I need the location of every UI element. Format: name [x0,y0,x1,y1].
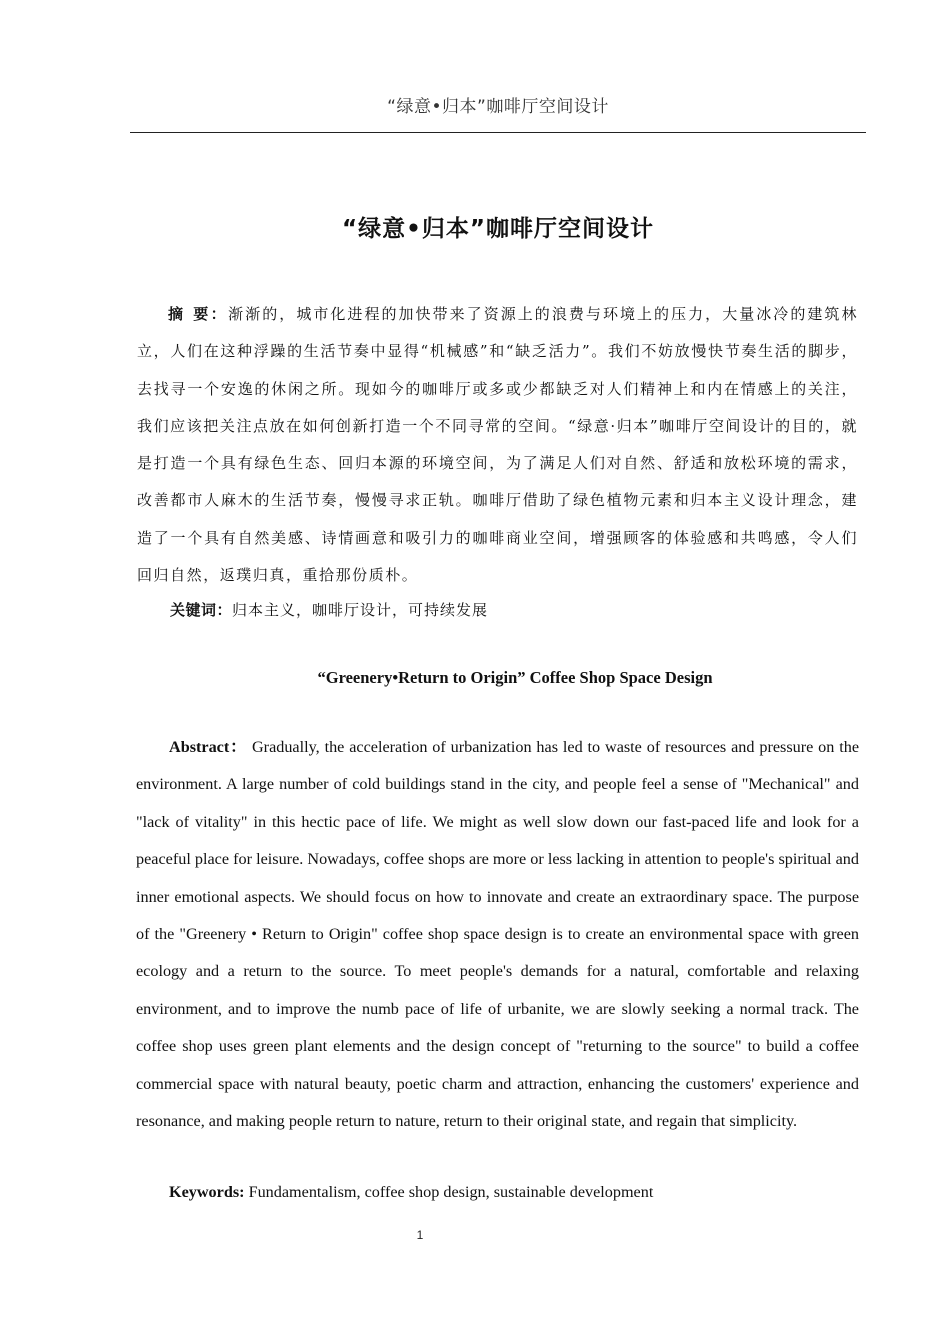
english-keywords [169,1177,859,1207]
english-abstract [136,729,859,1140]
chinese-title: “绿意•归本”咖啡厅空间设计 [342,216,654,242]
chinese-abstract-text: 渐渐的，城市化进程的加快带来了资源上的浪费与环境上的压力，大量冰冷的建筑林立，人们在这种浮躁的生活节奏中显得“机械感”和“缺乏活力”。我们不妨放慢快节奏生活的脚步，去找寻一个安逸的休闲之所。现如今的咖啡厅或多或少都缺乏对人们精神上和内在情感上的关注，我们应该把关注点放在如何创新打造一个不同寻常的空间。“绿意·归本”咖啡厅空间设计的目的，就是打造一个具有绿色生态、回归本源的环境空间，为了满足人们对自然、舒适和放松环境的需求，改善都市人麻木的生活节奏，慢慢寻求正轨。咖啡厅借助了绿色植物元素和归本主义设计理念，建造了一个具有自然美感、诗情画意和吸引力的咖啡商业空间，增强顾客的体验感和共鸣感，令人们回归自然，返璞归真，重拾那份质朴。 [137,305,858,585]
chinese-keywords [170,593,860,627]
english-keywords-label: Keywords: [169,1183,245,1201]
running-header: “绿意•归本”咖啡厅空间设计 [387,97,609,117]
english-abstract-text: Gradually, the acceleration of urbanization has led to waste of resources and pressure on the environment. A large number of cold buildings stand in the city, and people feel a sense of "Mechanical" and "lack of vitality" in this hectic pace of life. We might as well slow down our fast-paced life and look for a peaceful place for leisure. Nowadays, coffee shops are more or less lacking in attention to people's spiritual and inner emotional aspects. We should focus on how to innovate and create an extraordinary space. The purpose of the "Greenery • Return to Origin" coffee shop space design is to create an environmental space with green ecology and a return to the source. To meet people's demands for a natural, comfortable and relaxing environment, and to improve the numb pace of life of urbanite, we are slowly seeking a normal track. The coffee shop uses green plant elements and the design concept of "returning to the source" to build a coffee commercial space with natural beauty, poetic charm and attraction, enhancing the customers' experience and resonance, and making people return to nature, return to their original state, and regain that simplicity. [136,738,860,1131]
english-abstract-label: Abstract： [169,738,248,756]
page-number: 1 [416,1228,424,1242]
english-keywords-text: Fundamentalism, coffee shop design, sustainable development [248,1183,654,1201]
header-divider [130,132,866,133]
chinese-abstract-label: 摘 要： [168,305,229,323]
english-title: “Greenery•Return to Origin” Coffee Shop Space Design [317,668,713,687]
chinese-abstract [137,296,858,594]
chinese-keywords-label: 关键词： [170,601,233,619]
chinese-keywords-text: 归本主义，咖啡厅设计，可持续发展 [232,601,489,619]
